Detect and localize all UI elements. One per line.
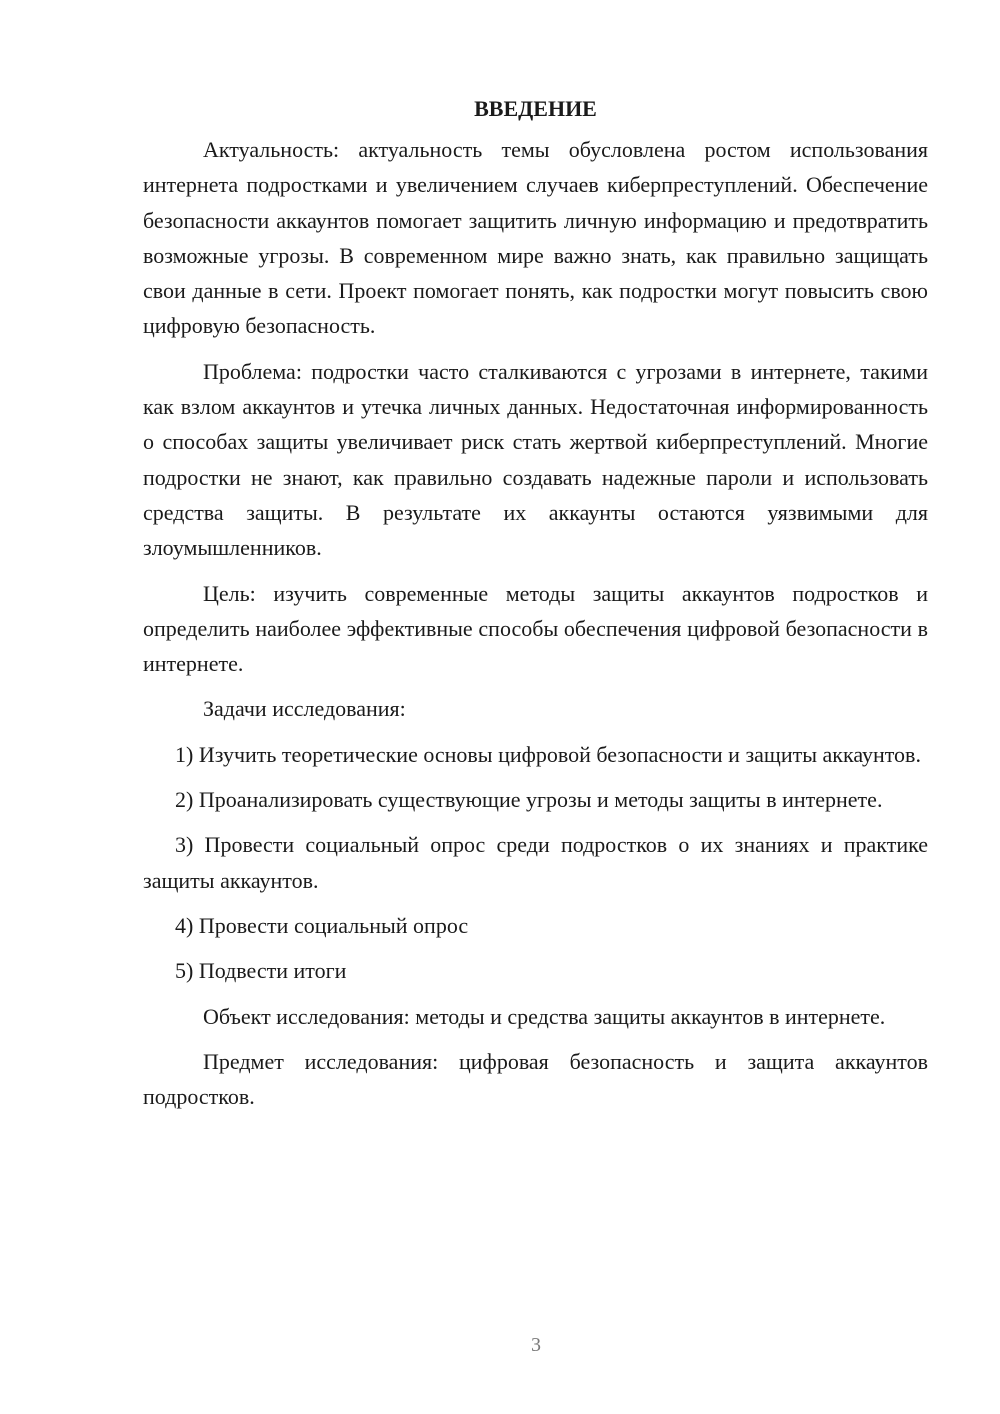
page-title: ВВЕДЕНИЕ (474, 96, 597, 121)
tasks-title: Задачи исследования: (203, 696, 406, 722)
task-item-5: 5) Подвести итоги (175, 958, 347, 984)
subject-paragraph: Предмет исследования: цифровая безопасность и защита аккаунтов подростков. (143, 1048, 928, 1110)
relevance-paragraph: Актуальность: актуальность темы обусловлена ростом использования интернета подростками и увеличением случаев киберпреступлений. Обеспечение безопасности аккаунтов помогает защитить личную информацию и предотвратить возможные угрозы. В современном мире важно знать, как правильно защищать свои данные в сети. Проект помогает понять, как подростки могут повысить свою цифровую безопасность. (143, 137, 928, 339)
task-item-4: 4) Провести социальный опрос (175, 912, 469, 938)
task-item-3: 3) Провести социальный опрос среди подростков о их знаниях и практике защиты аккаунтов. (143, 832, 928, 893)
document-page (143, 92, 928, 1114)
goal-paragraph: Цель: изучить современные методы защиты аккаунтов подростков и определить наиболее эффективные способы обеспечения цифровой безопасности в интернете. (143, 580, 928, 677)
object-paragraph: Объект исследования: методы и средства защиты аккаунтов в интернете. (203, 1003, 886, 1029)
task-item-1: 1) Изучить теоретические основы цифровой безопасности и защиты аккаунтов. (175, 741, 921, 767)
problem-paragraph: Проблема: подростки часто сталкиваются с угрозами в интернете, такими как взлом аккаунтов и утечка личных данных. Недостаточная информированность о способах защиты увеличивает риск стать жертвой киберпреступлений. Многие подростки не знают, как правильно создавать надежные пароли и использовать средства защиты. В результате их аккаунты остаются уязвимыми для злоумышленников. (143, 358, 928, 561)
page-number: 3 (531, 1334, 541, 1356)
task-item-2: 2) Проанализировать существующие угрозы и методы защиты в интернете. (175, 787, 883, 813)
